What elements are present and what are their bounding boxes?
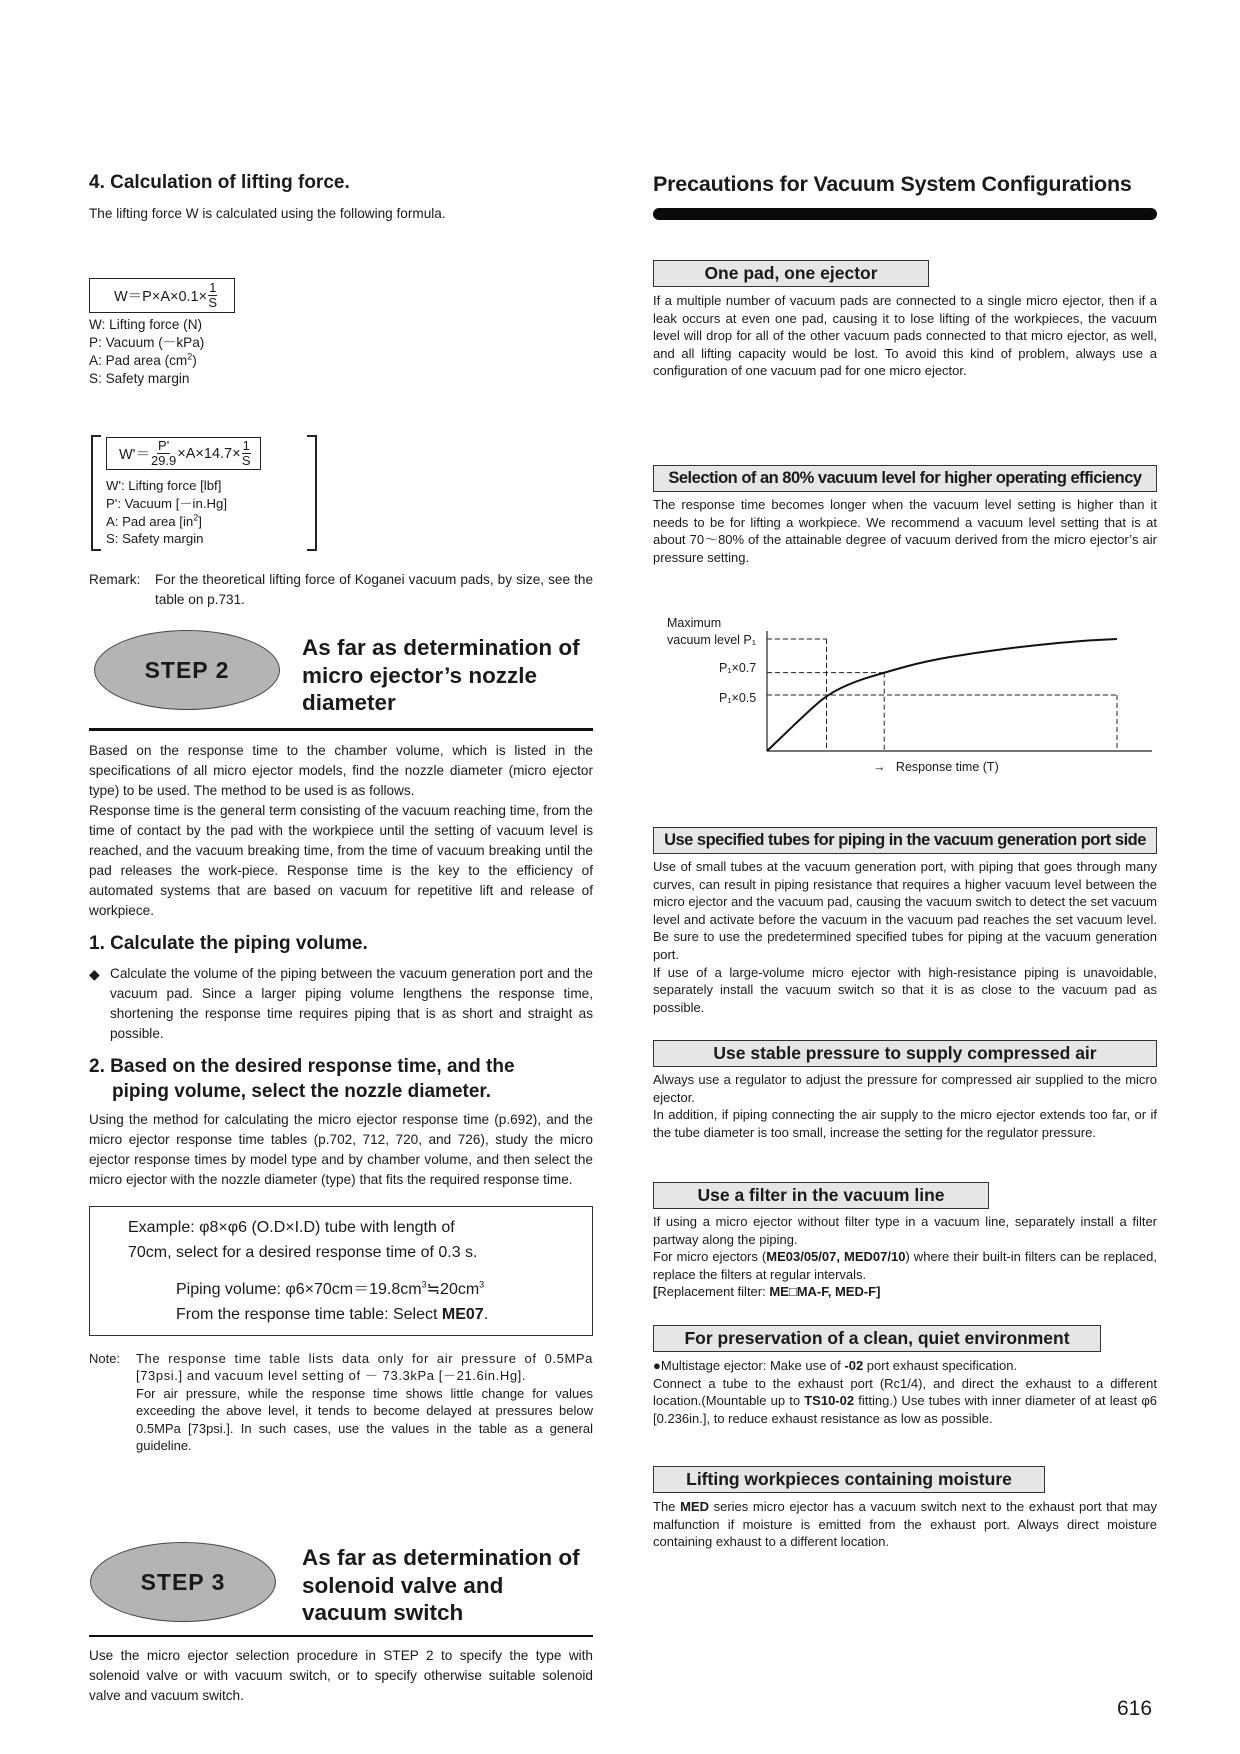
example-line-2: 70cm, select for a desired response time of 0.3 s. (128, 1243, 478, 1261)
formula-box-imperial (106, 437, 261, 470)
precaution-title: Use a filter in the vacuum line (653, 1182, 989, 1209)
precaution-title: Use stable pressure to supply compressed air (653, 1040, 1157, 1067)
step-title: As far as determination of micro ejector’s nozzle diameter (302, 635, 580, 715)
vacuum-response-chart (653, 610, 1157, 785)
formula-box (89, 278, 235, 313)
precaution-title: For preservation of a clean, quiet environment (653, 1325, 1101, 1352)
y-label-05: P₁×0.5 (719, 691, 757, 705)
fraction (208, 282, 217, 309)
step-title: As far as determination of solenoid valve and vacuum switch (302, 1545, 580, 1625)
precautions-header (653, 172, 1157, 220)
precaution-text: The MED series micro ejector has a vacuum switch next to the exhaust port that may malfunction if moisture is emitted from the exhaust port. Always direct moisture containing exhaust to a different location. (653, 1499, 1158, 1550)
def-s: S: Safety margin (89, 371, 190, 386)
page-number: 616 (1117, 1697, 1153, 1720)
precaution-title: Selection of an 80% vacuum level for higher operating efficiency (653, 465, 1157, 492)
divider (89, 728, 593, 731)
formula-definitions (89, 316, 235, 388)
example-box (89, 1206, 593, 1336)
fraction-p: $\frac{P'}{29.9}$ (150, 438, 177, 468)
step3-body: Use the micro ejector selection procedure in STEP 2 to specify the type with solenoid valve or with vacuum switch, or to specify otherwise suitable solenoid valve and vacuum switch. (89, 1648, 593, 1703)
diamond-bullet-icon: ◆ (89, 965, 100, 982)
bracket-left (91, 435, 101, 551)
precaution-filter (653, 1182, 1157, 1301)
precaution-text: The response time becomes longer when the vacuum level setting is higher than it needs to be for lifting a workpiece. We recommend a vacuum level setting that is at about 70～80% of the attainable degree of vacuum derived from the micro ejector’s air pressure setting. (653, 497, 1157, 565)
x-axis-label: → Response time (T) (873, 760, 999, 774)
def-w: W: Lifting force (N) (89, 317, 203, 332)
note-p2: For air pressure, while the response time shows little change for values exceeding the above level, it tends to become delayed at pressures below 0.5MPa [73psi.]. In such cases, use the values in the table as a general guideline. (136, 1385, 593, 1454)
precaution-text: ●Multistage ejector: Make use of -02 port exhaust specification. (653, 1358, 1018, 1373)
precaution-one-pad (653, 260, 1157, 380)
title-bar (653, 208, 1157, 220)
formula-lhs: W＝P×A×0.1× (114, 289, 208, 305)
precaution-title: Use specified tubes for piping in the vacuum generation port side (653, 827, 1157, 854)
example-line-4: From the response time table: Select ME07. (176, 1305, 489, 1323)
formula-mid: ×A×14.7× (177, 445, 241, 462)
precaution-text: Always use a regulator to adjust the pressure for compressed air supplied to the micro ejector. (653, 1072, 1157, 1105)
sub1-text: Calculate the volume of the piping between the vacuum generation port and the vacuum pad. Since a larger piping volume lengthens the response time, shortening the response time requires piping that is as short and straight as possible. (110, 965, 593, 1041)
def-w: W': Lifting force [lbf] (106, 478, 222, 493)
section-title: 4. Calculation of lifting force. (89, 172, 350, 193)
bracket-right (307, 435, 317, 551)
step-badge: STEP 2 (94, 630, 280, 710)
precaution-title: One pad, one ejector (653, 260, 929, 287)
remark (89, 570, 593, 610)
fraction-s: $\frac{1}{S}$ (241, 438, 251, 468)
frac-den: S (208, 295, 218, 310)
step-badge: STEP 3 (90, 1542, 276, 1622)
circle-bullet-icon: ● (653, 1358, 661, 1373)
precaution-text-2: For micro ejectors (ME03/05/07, MED07/10) where their built-in filters can be replaced, replace the filters at regular intervals. (653, 1249, 1158, 1282)
def-a: A: Pad area $(cm^2)$ (89, 351, 197, 368)
def-p: P': Vacuum [－in.Hg] (106, 495, 228, 511)
sub2-title: 2. Based on the desired response time, and the piping volume, select the nozzle diameter. (89, 1055, 515, 1102)
def-p: P: Vacuum (－kPa) (89, 335, 205, 350)
frac-num: 1 (209, 280, 217, 295)
precaution-text-2: If use of a large-volume micro ejector with high-resistance piping is unavoidable, separately install the vacuum switch so that it is as close to the vacuum pad as possible. (653, 964, 1157, 1015)
formula-metric (89, 278, 235, 388)
remark-text: For the theoretical lifting force of Koganei vacuum pads, by size, see the table on p.731. (155, 572, 593, 607)
def-a: A: Pad area $[in^2]$ (106, 512, 202, 529)
arrow-right-icon: → (873, 760, 886, 774)
y-label-max: Maximum vacuum level P₁ (667, 616, 756, 647)
sub2-text: Using the method for calculating the micro ejector response time (p.692), and the micro ejector response time tables (p.702, 712, 720, and 726), study the micro ejector response times by model type and by chamber volume, and then select the micro ejector with the nozzle diameter (type) that fits the required response time. (89, 1111, 593, 1187)
step-3 (89, 1542, 593, 1706)
formula-imperial (89, 433, 319, 551)
formula-lhs: W'＝ (119, 447, 150, 463)
precaution-text-2: Connect a tube to the exhaust port (Rc1/4), and direct the exhaust to a different location.(Mountable up to TS10-02 fitting.) Use tubes with inner diameter of at least φ6 [0.236in.], to reduce exhaust resistance as low as possible. (653, 1375, 1157, 1426)
sub1-title: 1. Calculate the piping volume. (89, 932, 368, 954)
precaution-text: If using a micro ejector without filter type in a vacuum line, separately install a filter partway along the piping. (653, 1214, 1157, 1247)
precaution-specified-tubes (653, 827, 1157, 1016)
note-p1: The response time table lists data only for air pressure of 0.5MPa [73psi.] and vacuum level setting of － 73.3kPa [－21.6in.Hg]. (136, 1350, 593, 1384)
note-label: Note: (89, 1350, 121, 1366)
precaution-text: Use of small tubes at the vacuum generation port, with piping that goes through many curves, can result in piping resistance that requires a higher vacuum level between the micro ejector and the vacuum pad, causing the vacuum switch to detect the set vacuum level and activate before the vacuum in the vacuum pad reaches the set vacuum level. Be sure to use the predetermined specified tubes for piping at the vacuum generation port. (653, 859, 1157, 962)
page-title: Precautions for Vacuum System Configurations (653, 172, 1132, 196)
precaution-text-2: In addition, if piping connecting the air supply to the micro ejector extends too far, or if the tube diameter is too small, increase the setting for the regulator pressure. (653, 1107, 1157, 1140)
step2-body-1: Based on the response time to the chamber volume, which is listed in the specifications of all micro ejector models, find the nozzle diameter (micro ejector type) to be used. The method to be used is as follows. (89, 742, 593, 798)
example-line-3: Piping volume: $\varphi 6\times 70cm=19.8cm^3≒20cm^3$ (176, 1279, 485, 1298)
note (89, 1350, 593, 1456)
precaution-text: If a multiple number of vacuum pads are connected to a single micro ejector, then if a leak occurs at even one pad, causing it to lose lifting of the workpieces, the vacuum level will drop for all of the other vacuum pads connected to that micro ejector, as well, and all lifting capacity would be lost. To avoid this kind of problem, always use a configuration of one vacuum pad for one micro ejector. (653, 293, 1157, 379)
step-2 (89, 630, 593, 1455)
example-line-1: Example: φ8×φ6 (O.D×I.D) tube with length of (128, 1218, 455, 1236)
precaution-text-3: [Replacement filter: ME□MA-F, MED-F] (653, 1284, 881, 1300)
def-s: S: Safety margin (106, 531, 204, 547)
section-intro: The lifting force W is calculated using the following formula. (89, 206, 446, 221)
precaution-80-percent (653, 465, 1157, 566)
divider (89, 1635, 593, 1638)
step2-body-2: Response time is the general term consisting of the vacuum reaching time, from the time of contact by the pad with the workpiece until the setting of vacuum level is reached, and the vacuum breaking time, from the time of vacuum breaking until the pad releases the work-piece. Response time is the key to the efficiency of automated systems that are based on vacuum for repetitive lift and release of workpiece. (89, 802, 593, 918)
sub1-item (89, 964, 593, 1044)
precaution-clean-environment (653, 1325, 1157, 1427)
precaution-moisture (653, 1466, 1157, 1551)
remark-label: Remark: (89, 572, 141, 587)
formula-definitions-imperial (106, 477, 227, 548)
precaution-title: Lifting workpieces containing moisture (653, 1466, 1045, 1493)
y-label-07: P₁×0.7 (719, 661, 757, 675)
precaution-stable-pressure (653, 1040, 1157, 1141)
chart-plot (653, 610, 1157, 785)
section-lifting-force (89, 172, 593, 224)
